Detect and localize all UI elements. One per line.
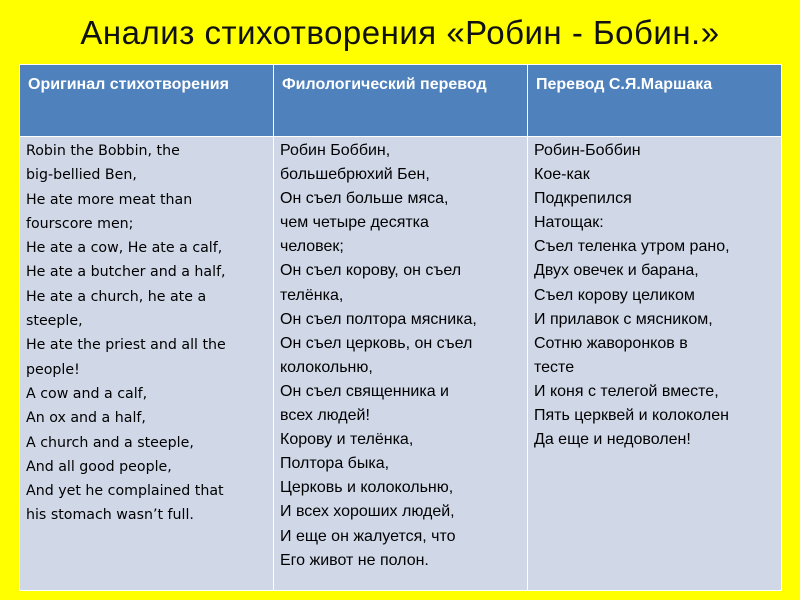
poem-line: He ate more meat than — [26, 191, 193, 208]
poem-line: A church and a steeple, — [26, 434, 194, 451]
header-philological-translation: Филологический перевод — [274, 65, 528, 137]
marshak-translation-cell — [528, 137, 782, 591]
header-original: Оригинал стихотворения — [20, 65, 274, 137]
original-poem-lines — [26, 139, 267, 528]
poem-line: He ate a butcher and a half, — [26, 264, 226, 281]
poem-line: Да еще и недоволен! — [534, 431, 691, 449]
table-header-row — [20, 65, 782, 137]
poem-line: He ate a church, he ate a — [26, 288, 207, 305]
slide-title: Анализ стихотворения «Робин - Бобин.» — [80, 14, 720, 51]
poem-line: Робин Боббин, — [280, 142, 391, 159]
poem-line: He ate a cow, He ate a calf, — [26, 240, 223, 257]
poem-line: большебрюхий Бен, — [280, 166, 430, 184]
poem-line: Сотню жаворонков в — [534, 334, 688, 352]
poem-line: колокольню, — [280, 358, 373, 376]
poem-line: Он съел корову, он съел — [280, 262, 462, 280]
poem-line: Двух овечек и барана, — [534, 262, 699, 280]
poem-line: И коня с телегой вместе, — [534, 382, 719, 400]
marshak-translation-lines — [534, 139, 775, 452]
poem-line: Он съел больше мяса, — [280, 190, 449, 208]
poem-line: Кое-как — [534, 166, 590, 184]
poem-line: fourscore men; — [26, 215, 134, 232]
philological-translation-cell — [274, 137, 528, 591]
poem-line: Полтора быка, — [280, 455, 390, 473]
original-poem-cell — [20, 137, 274, 591]
poem-line: his stomach wasn’t full. — [26, 507, 194, 524]
poem-line: И прилавок с мясником, — [534, 310, 713, 328]
poem-comparison-table — [19, 64, 782, 591]
poem-line: steeple, — [26, 313, 83, 330]
poem-line: An ox and a half, — [26, 410, 146, 427]
poem-line: телёнка, — [280, 286, 344, 304]
poem-line: человек; — [280, 238, 344, 256]
poem-line: Robin the Bobbin, the — [26, 143, 180, 159]
poem-line: Он съел церковь, он съел — [280, 334, 473, 352]
poem-line: A cow and a calf, — [26, 385, 148, 402]
poem-line: Он съел священника и — [280, 382, 449, 400]
poem-line: people! — [26, 361, 80, 378]
poem-line: Его живот не полон. — [280, 551, 429, 569]
poem-line: И всех хороших людей, — [280, 503, 455, 521]
poem-line: И еще он жалуется, что — [280, 527, 456, 545]
table-row — [20, 137, 782, 591]
poem-line: And yet he complained that — [26, 483, 224, 500]
poem-line: всех людей! — [280, 407, 370, 425]
poem-line: чем четыре десятка — [280, 214, 429, 232]
poem-line: He ate the priest and all the — [26, 337, 226, 354]
poem-line: Церковь и колокольню, — [280, 479, 454, 497]
poem-line: Съел теленка утром рано, — [534, 238, 730, 256]
poem-line: Корову и телёнка, — [280, 431, 414, 449]
poem-line: And all good people, — [26, 458, 172, 475]
philological-translation-lines — [280, 139, 521, 573]
poem-line: Робин-Боббин — [534, 142, 641, 159]
poem-line: тесте — [534, 358, 575, 376]
poem-line: Подкрепился — [534, 190, 632, 208]
poem-line: Съел корову целиком — [534, 286, 695, 304]
poem-line: Пять церквей и колоколен — [534, 407, 729, 425]
header-marshak-translation: Перевод С.Я.Маршака — [528, 65, 782, 137]
poem-line: big-bellied Ben, — [26, 167, 137, 184]
poem-line: Натощак: — [534, 214, 604, 232]
poem-line: Он съел полтора мясника, — [280, 310, 477, 328]
